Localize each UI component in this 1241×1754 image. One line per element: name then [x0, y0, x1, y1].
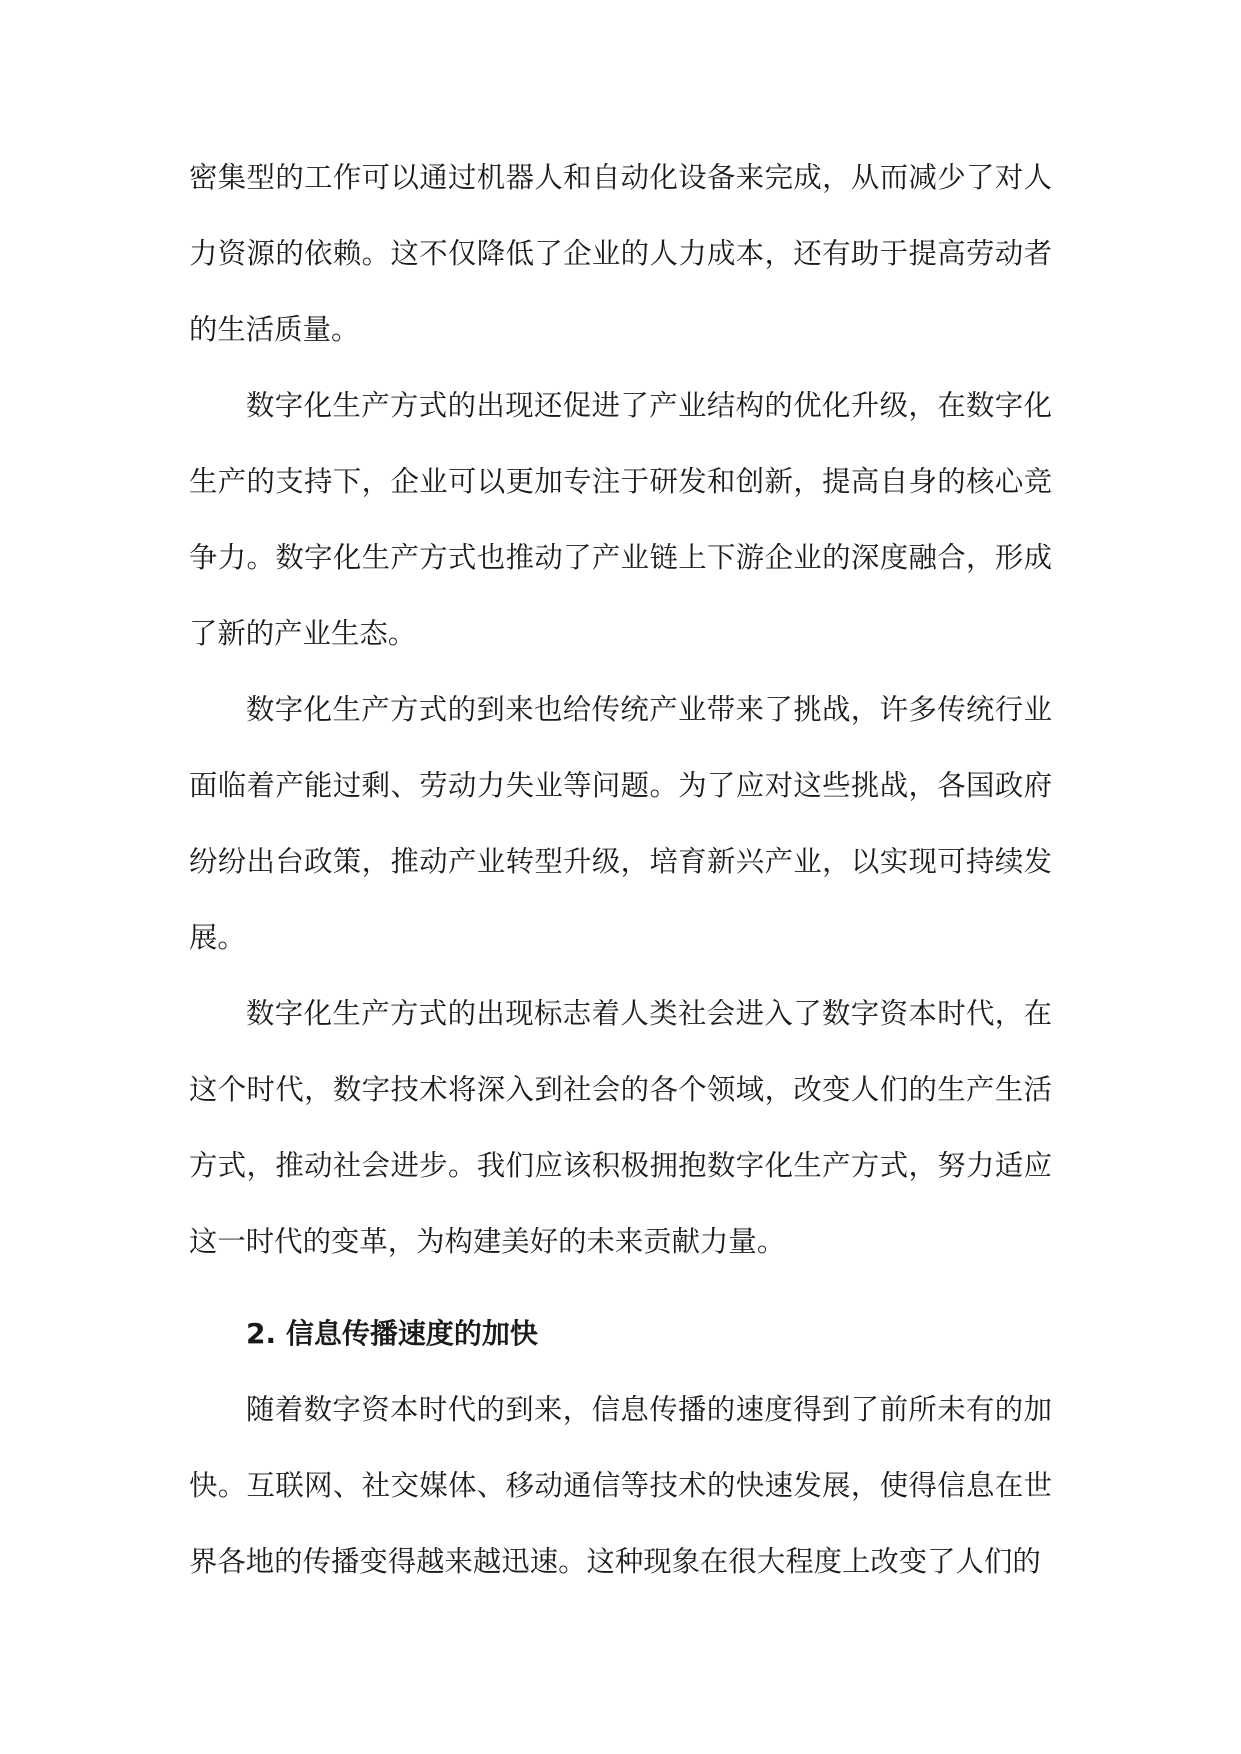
paragraph-digital-capital-era: 数字化生产方式的出现标志着人类社会进入了数字资本时代，在这个时代，数字技术将深入到社会的各个领域，改变人们的生产生活方式，推动社会进步。我们应该积极拥抱数字化生产方式，努力适应这一时代的变革，为构建美好的未来贡献力量。 [189, 997, 1052, 1258]
document-body [189, 140, 1052, 1600]
paragraph-information-speed: 随着数字资本时代的到来，信息传播的速度得到了前所未有的加快。互联网、社交媒体、移动通信等技术的快速发展，使得信息在世界各地的传播变得越来越迅速。这种现象在很大程度上改变了人们的 [189, 1393, 1052, 1578]
paragraph-industrial-upgrade: 数字化生产方式的出现还促进了产业结构的优化升级，在数字化生产的支持下，企业可以更加专注于研发和创新，提高自身的核心竞争力。数字化生产方式也推动了产业链上下游企业的深度融合，形成了新的产业生态。 [189, 389, 1052, 650]
paragraph-traditional-challenges: 数字化生产方式的到来也给传统产业带来了挑战，许多传统行业面临着产能过剩、劳动力失业等问题。为了应对这些挑战，各国政府纷纷出台政策，推动产业转型升级，培育新兴产业，以实现可持续发展。 [189, 693, 1052, 954]
section-heading: 2. 信息传播速度的加快 [246, 1317, 538, 1350]
paragraph-continuation: 密集型的工作可以通过机器人和自动化设备来完成，从而减少了对人力资源的依赖。这不仅降低了企业的人力成本，还有助于提高劳动者的生活质量。 [189, 161, 1052, 346]
